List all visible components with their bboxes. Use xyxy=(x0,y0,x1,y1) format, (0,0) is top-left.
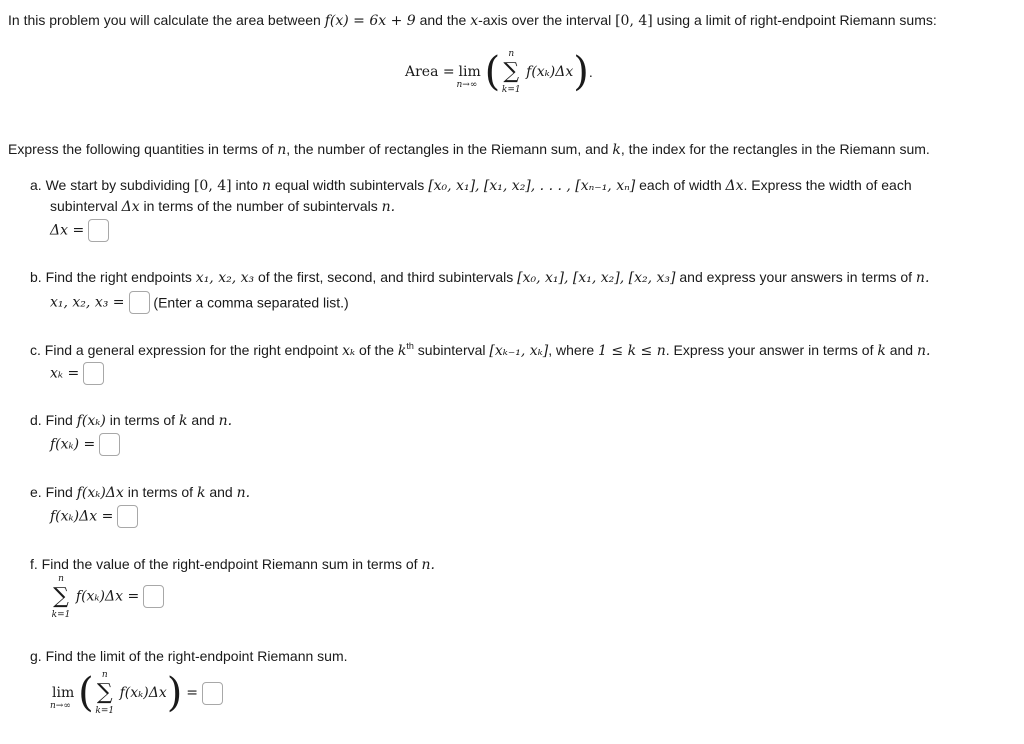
part-c-line1 xyxy=(30,341,930,359)
part-c-text4: , where xyxy=(548,342,595,358)
answer-input-d[interactable] xyxy=(99,433,120,456)
part-b-subintervals: [x₀, x₁], [x₁, x₂], [x₂, x₃] xyxy=(517,270,676,286)
part-f-line1 xyxy=(30,556,435,573)
part-g-sum-lower: k=1 xyxy=(95,706,115,716)
part-b-n: n. xyxy=(915,270,930,286)
part-c-answer xyxy=(50,362,104,385)
part-c-xk: xₖ xyxy=(342,343,356,359)
answer-input-b[interactable] xyxy=(129,291,150,314)
part-a-line1 xyxy=(30,177,912,194)
part-g-sum-upper: n xyxy=(101,670,108,680)
part-f-text1: Find the value of the right-endpoint Riemann sum in terms of xyxy=(41,556,418,572)
part-d-line1 xyxy=(30,412,232,429)
part-d-text3: and xyxy=(191,412,215,428)
part-a-n: n xyxy=(261,178,271,194)
part-g-label: g. xyxy=(30,648,42,664)
intro-xaxis: x xyxy=(470,13,479,29)
sum-lower: k=1 xyxy=(501,85,521,95)
formula-summand: f(xₖ)Δx xyxy=(526,64,574,80)
part-f-answer xyxy=(50,573,164,620)
part-g-lim-text: lim xyxy=(52,685,75,701)
part-a-text4: each of width xyxy=(639,177,722,193)
part-c-th: th xyxy=(406,341,414,351)
part-e-n: n. xyxy=(236,485,251,501)
part-a-label: a. xyxy=(30,177,42,193)
part-e-k: k xyxy=(196,485,206,501)
part-a-line2n: n. xyxy=(381,199,396,215)
intro-function: f(x) = 6x + 9 xyxy=(324,13,416,29)
lim-text: lim xyxy=(458,64,481,80)
part-a-line2a: subinterval xyxy=(50,198,118,214)
part-a-line2dx: Δx xyxy=(121,199,140,215)
part-b-vars: x₁, x₂, x₃ xyxy=(195,270,255,286)
part-d-text1: Find xyxy=(45,412,73,428)
part-g-lim xyxy=(50,685,75,711)
answer-input-e[interactable] xyxy=(117,505,138,528)
part-e-text3: and xyxy=(209,484,233,500)
part-a-line2b: in terms of the number of subintervals xyxy=(143,198,378,214)
left-paren: ( xyxy=(484,49,501,95)
part-f-summand: f(xₖ)Δx = xyxy=(75,588,140,605)
intro-text-end: using a limit of right-endpoint Riemann sums: xyxy=(656,12,937,28)
formula-lim xyxy=(456,64,481,90)
part-g-left-paren: ( xyxy=(78,670,94,716)
part-b-prompt: x₁, x₂, x₃ = xyxy=(50,294,125,311)
part-a-text5: . Express the width of each xyxy=(743,177,912,193)
intro-text-mid: and the xyxy=(419,12,467,28)
part-c-n: n. xyxy=(916,343,931,359)
part-c-text5: . Express your answer in terms of xyxy=(665,342,874,358)
part-d-label: d. xyxy=(30,412,42,428)
part-f-sigma: n ∑ k=1 xyxy=(50,586,72,608)
part-c-inequality: 1 ≤ k ≤ n xyxy=(598,343,666,359)
intro-line xyxy=(8,12,937,29)
intro-interval: [0, 4] xyxy=(615,13,653,29)
part-d-n: n. xyxy=(218,413,233,429)
instr-part3: , the index for the rectangles in the Riemann sum. xyxy=(620,141,930,157)
answer-input-g[interactable] xyxy=(202,682,223,705)
instr-part2: , the number of rectangles in the Riemann sum, and xyxy=(286,141,609,157)
sum-upper: n xyxy=(508,49,515,59)
part-b-text1: Find the right endpoints xyxy=(45,269,192,285)
intro-text: In this problem you will calculate the area between xyxy=(8,12,321,28)
part-c-text1: Find a general expression for the right endpoint xyxy=(44,342,339,358)
answer-input-a[interactable] xyxy=(88,219,109,242)
part-e-answer xyxy=(50,505,138,528)
part-e-text1: Find xyxy=(45,484,73,500)
part-f-n: n. xyxy=(421,557,435,573)
part-g-text1: Find the limit of the right-endpoint Riemann sum. xyxy=(45,648,348,664)
part-a-text1: We start by subdividing xyxy=(45,177,191,193)
part-b-line1 xyxy=(30,269,929,286)
part-a-answer xyxy=(50,219,109,242)
part-f-label: f. xyxy=(30,556,38,572)
part-a-subintervals: [x₀, x₁], [x₁, x₂], . . . , [xₙ₋₁, xₙ] xyxy=(428,178,636,194)
answer-input-f[interactable] xyxy=(143,585,164,608)
part-a-dx: Δx xyxy=(725,178,744,194)
right-paren: ) xyxy=(573,49,589,95)
part-g-equals: = xyxy=(186,685,198,701)
part-b-hint: (Enter a comma separated list.) xyxy=(153,294,349,311)
sigma-symbol: n ∑ k=1 xyxy=(500,61,522,83)
area-formula xyxy=(405,49,593,95)
part-d-fx: f(xₖ) xyxy=(76,413,106,429)
part-d-text2: in terms of xyxy=(109,412,176,428)
part-f-sum-upper: n xyxy=(58,573,64,584)
part-c-text3: subinterval xyxy=(417,342,486,358)
instructions xyxy=(8,141,930,158)
part-e-label: e. xyxy=(30,484,42,500)
part-f-sum-lower: k=1 xyxy=(51,609,71,620)
part-g-sigma: n ∑ k=1 xyxy=(94,682,116,704)
part-e-fx: f(xₖ)Δx xyxy=(76,485,124,501)
part-c-subinterval: [xₖ₋₁, xₖ] xyxy=(489,343,549,359)
instr-k: k xyxy=(612,142,621,158)
part-c-k2: k xyxy=(877,343,886,359)
instr-part1: Express the following quantities in terms of xyxy=(8,141,274,157)
part-d-answer xyxy=(50,433,120,456)
instr-n: n xyxy=(277,142,287,158)
part-c-k: k xyxy=(397,343,407,359)
part-c-prompt: xₖ = xyxy=(50,365,80,382)
part-g-summand: f(xₖ)Δx xyxy=(119,685,167,701)
part-g-line1 xyxy=(30,648,348,664)
part-e-prompt: f(xₖ)Δx = xyxy=(50,508,114,525)
part-b-answer xyxy=(50,291,349,314)
part-e-line1 xyxy=(30,484,250,501)
part-c-label: c. xyxy=(30,342,41,358)
intro-text-mid2: -axis over the interval xyxy=(478,12,612,28)
part-a-text2: into xyxy=(235,177,259,193)
part-d-prompt: f(xₖ) = xyxy=(50,436,96,453)
part-a-line2 xyxy=(50,198,395,215)
part-a-prompt: Δx = xyxy=(50,222,85,239)
part-e-text2: in terms of xyxy=(127,484,194,500)
part-d-k: k xyxy=(178,413,188,429)
part-a-text3: equal width subintervals xyxy=(274,177,425,193)
area-label: Area = xyxy=(405,64,455,80)
part-g-answer xyxy=(50,670,223,716)
part-a-interval: [0, 4] xyxy=(193,178,232,194)
part-c-text6: and xyxy=(889,342,914,358)
part-g-lim-sub: n→∞ xyxy=(50,701,71,711)
formula-period: . xyxy=(588,64,593,80)
part-b-text3: and express your answers in terms of xyxy=(679,269,913,285)
lim-subscript: n→∞ xyxy=(456,80,478,90)
part-g-right-paren: ) xyxy=(166,670,183,716)
part-b-label: b. xyxy=(30,269,42,285)
answer-input-c[interactable] xyxy=(83,362,104,385)
part-c-text2: of the xyxy=(358,342,395,358)
part-b-text2: of the first, second, and third subintervals xyxy=(258,269,514,285)
